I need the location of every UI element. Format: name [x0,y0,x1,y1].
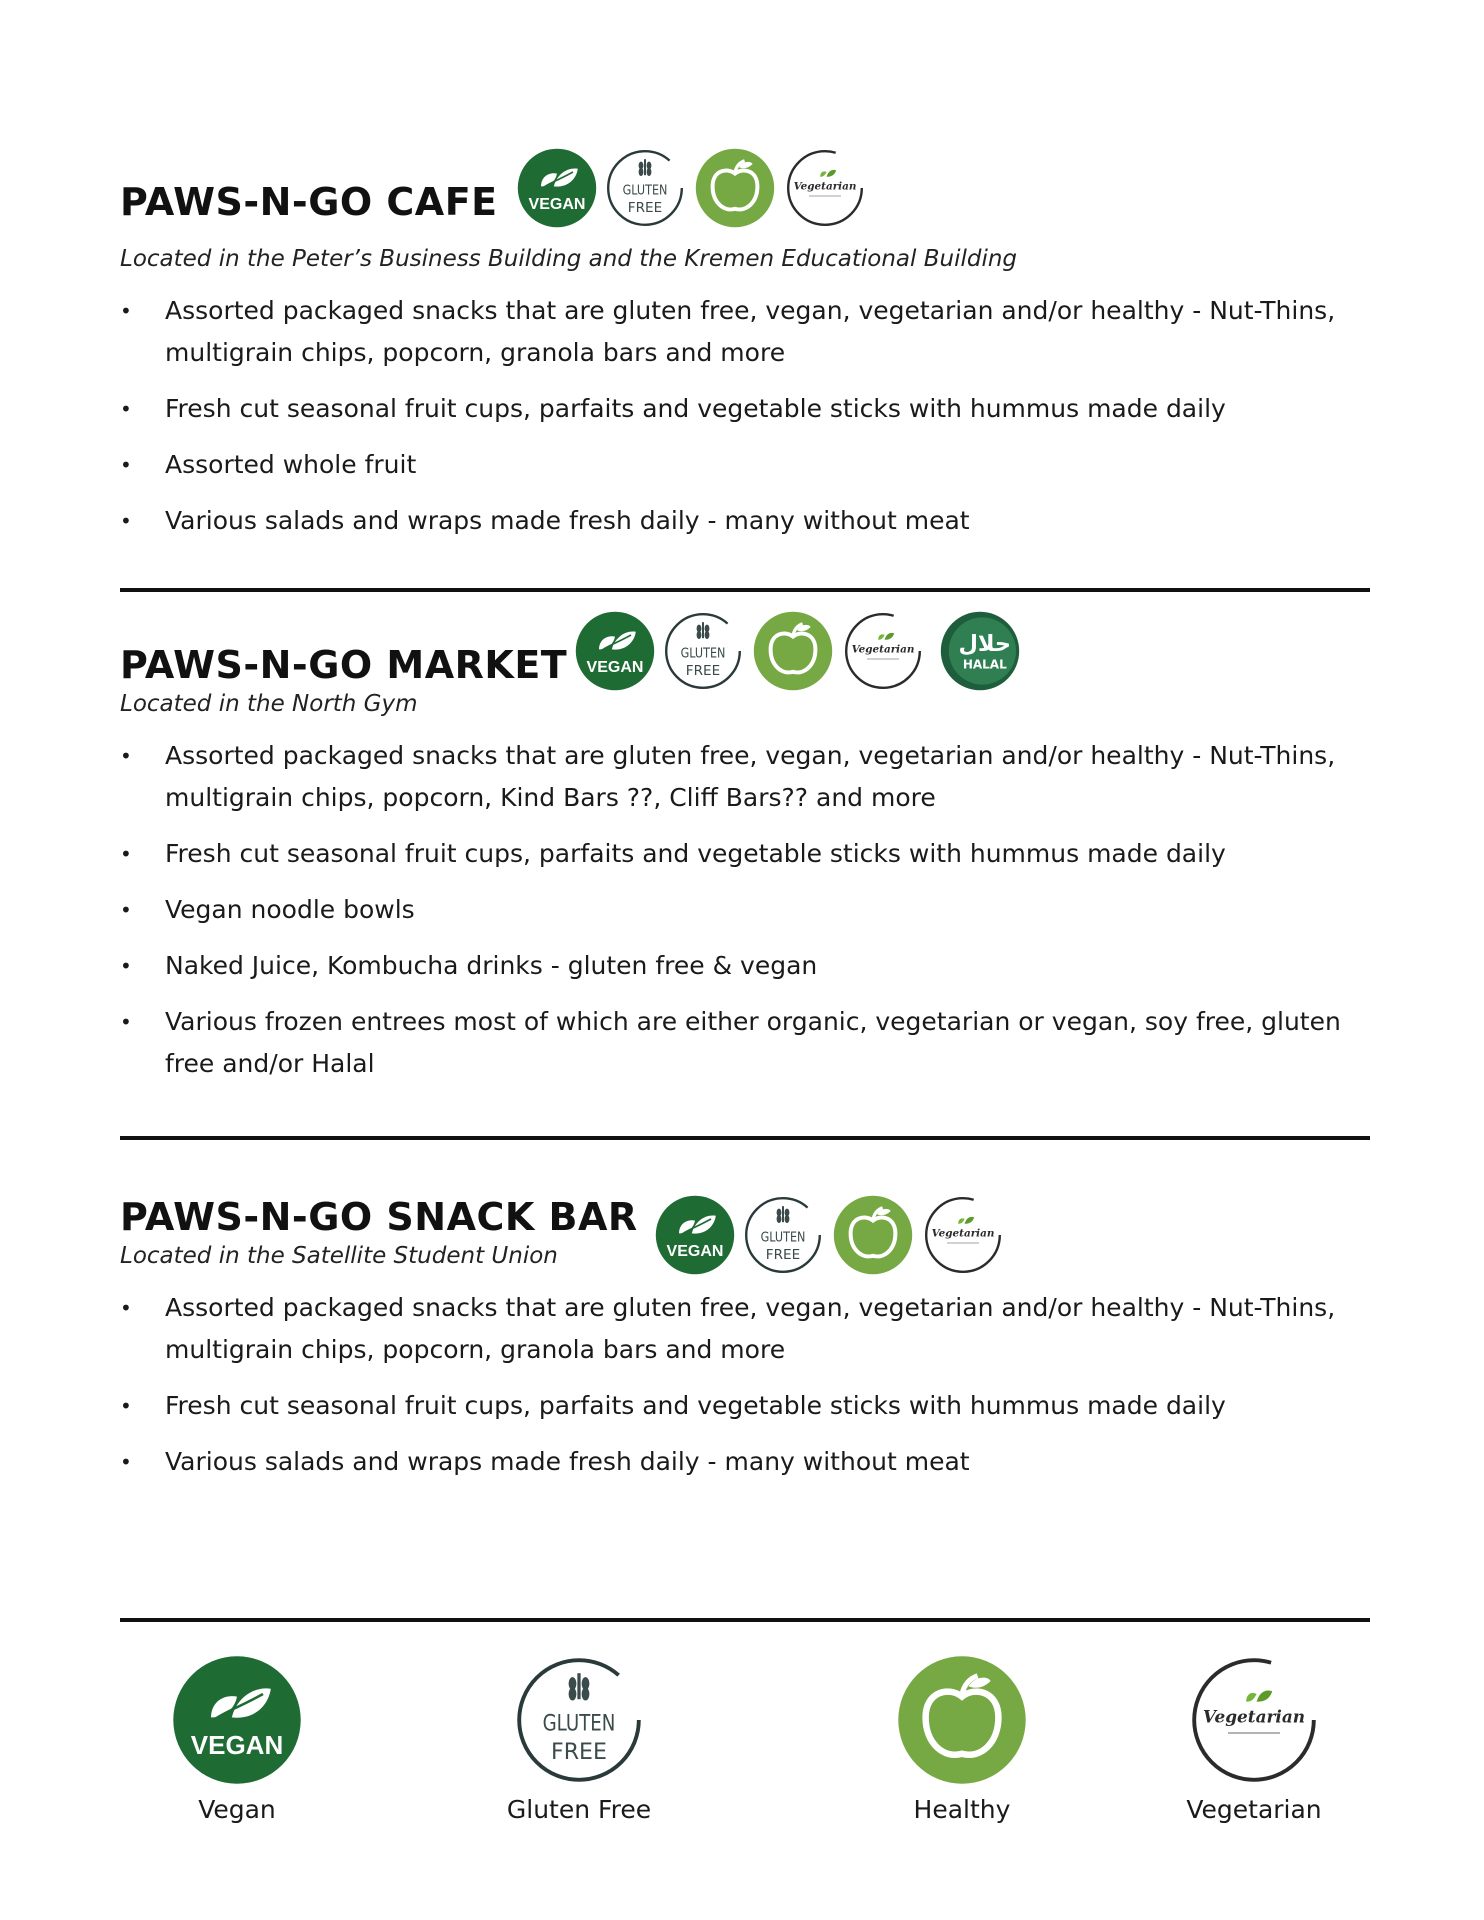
bullet-icon: • [120,898,132,922]
list-item: • Fresh cut seasonal fruit cups, parfaits and vegetable sticks with hummus made daily [120,1385,1360,1427]
cafe-item-list [120,290,1360,556]
bullet-icon: • [120,744,132,768]
halal-badge-icon [940,611,1020,691]
list-item: • Fresh cut seasonal fruit cups, parfaits and vegetable sticks with hummus made daily [120,833,1360,875]
bullet-icon: • [120,1450,132,1474]
legend-gluten-free [469,1655,689,1824]
section-divider [120,1618,1370,1622]
legend-healthy [852,1655,1072,1824]
vegan-badge-icon [655,1195,735,1275]
bullet-icon: • [120,954,132,978]
list-item: • Vegan noodle bowls [120,889,1360,931]
cafe-section [120,140,1370,535]
legend-label-healthy: Healthy [913,1795,1011,1824]
gluten-free-badge-icon [605,148,685,228]
bullet-icon: • [120,299,132,323]
list-item: • Various salads and wraps made fresh daily - many without meat [120,500,1360,542]
vegan-badge-icon [517,148,597,228]
legend-vegetarian [1144,1655,1364,1824]
vegan-badge-icon [575,611,655,691]
market-location: Located in the North Gym [120,691,418,717]
healthy-apple-badge-icon [833,1195,913,1275]
snackbar-title: PAWS-N-GO SNACK BAR [120,1195,638,1239]
section-divider [120,1136,1370,1140]
bullet-icon: • [120,453,132,477]
bullet-icon: • [120,509,132,533]
legend-label-vegetarian: Vegetarian [1186,1795,1322,1824]
vegetarian-badge-icon [843,611,923,691]
snackbar-badges [655,1193,1035,1277]
market-heading-row [120,603,1370,693]
gluten-free-badge-icon [663,611,743,691]
cafe-heading-row [120,140,1370,230]
legend-vegan [127,1655,347,1824]
list-item: • Fresh cut seasonal fruit cups, parfaits and vegetable sticks with hummus made daily [120,388,1360,430]
bullet-icon: • [120,842,132,866]
list-item: • Assorted packaged snacks that are gluten free, vegan, vegetarian and/or healthy - Nut-Thins, multigrain chips, popcorn, granola bars and more [120,1287,1360,1371]
gluten-free-badge-icon [743,1195,823,1275]
healthy-apple-badge-icon [897,1655,1027,1785]
snackbar-section [120,1155,1370,1476]
vegetarian-badge-icon [1189,1655,1319,1785]
bullet-icon: • [120,1010,132,1034]
list-item: • Various frozen entrees most of which are either organic, vegetarian or vegan, soy free, gluten free and/or Halal [120,1001,1360,1085]
list-item: • Naked Juice, Kombucha drinks - gluten free & vegan [120,945,1360,987]
vegetarian-badge-icon [785,148,865,228]
market-section [120,603,1370,1078]
market-item-list [120,735,1360,1099]
market-title: PAWS-N-GO MARKET [120,643,568,687]
market-badges [575,609,1055,693]
list-item: • Assorted packaged snacks that are gluten free, vegan, vegetarian and/or healthy - Nut-Thins, multigrain chips, popcorn, granola bars and more [120,290,1360,374]
cafe-badges [517,146,897,230]
list-item: • Various salads and wraps made fresh daily - many without meat [120,1441,1360,1483]
vegetarian-badge-icon [923,1195,1003,1275]
snackbar-item-list [120,1287,1360,1497]
badge-legend [120,1655,1370,1855]
healthy-apple-badge-icon [695,148,775,228]
bullet-icon: • [120,1296,132,1320]
bullet-icon: • [120,397,132,421]
list-item: • Assorted whole fruit [120,444,1360,486]
cafe-title: PAWS-N-GO CAFE [120,180,498,224]
bullet-icon: • [120,1394,132,1418]
legend-label-vegan: Vegan [198,1795,276,1824]
legend-label-gluten-free: Gluten Free [506,1795,652,1824]
snackbar-heading-row [120,1155,1370,1245]
section-divider [120,588,1370,592]
vegan-badge-icon [172,1655,302,1785]
list-item: • Assorted packaged snacks that are gluten free, vegan, vegetarian and/or healthy - Nut-Thins, multigrain chips, popcorn, Kind Bars ??, Cliff Bars?? and more [120,735,1360,819]
gluten-free-badge-icon [514,1655,644,1785]
cafe-location: Located in the Peter’s Business Building and the Kremen Educational Building [120,246,1018,272]
snackbar-location: Located in the Satellite Student Union [120,1243,558,1269]
healthy-apple-badge-icon [753,611,833,691]
